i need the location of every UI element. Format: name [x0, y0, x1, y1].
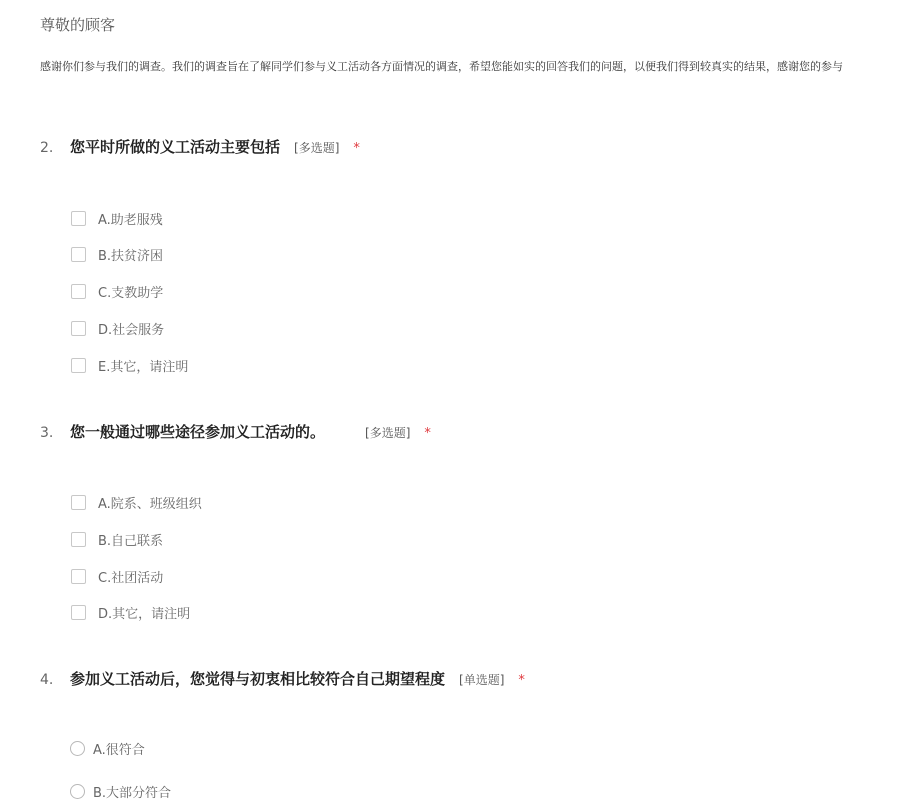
option-label: C.社团活动	[98, 571, 164, 586]
option-label: B.扶贫济困	[98, 249, 164, 264]
question-type-badge: [单选题]	[459, 673, 505, 687]
radio-icon[interactable]	[70, 741, 85, 756]
option-label: A.助老服残	[98, 213, 163, 228]
option-checkbox[interactable]	[71, 209, 163, 228]
option-checkbox[interactable]	[71, 493, 202, 512]
option-radio[interactable]	[70, 782, 171, 801]
option-label: E.其它，请注明	[98, 360, 189, 375]
question-title: 您平时所做的义工活动主要包括	[70, 138, 281, 156]
option-checkbox[interactable]	[71, 603, 190, 622]
option-label: B.大部分符合	[93, 786, 172, 801]
survey-header-title: 尊敬的顾客	[40, 16, 116, 34]
question-number: 3.	[40, 425, 54, 441]
question-4	[40, 668, 525, 689]
option-checkbox[interactable]	[71, 282, 163, 301]
question-title: 参加义工活动后，您觉得与初衷相比较符合自己期望程度	[70, 670, 446, 688]
question-type-badge: [多选题]	[365, 426, 411, 440]
option-label: D.社会服务	[98, 323, 165, 338]
question-title: 您一般通过哪些途径参加义工活动的。	[70, 423, 326, 441]
radio-icon[interactable]	[70, 784, 85, 799]
question-2	[40, 136, 360, 157]
option-checkbox[interactable]	[71, 319, 164, 338]
option-checkbox[interactable]	[71, 245, 163, 264]
option-label: C.支教助学	[98, 286, 164, 301]
checkbox-icon[interactable]	[71, 569, 86, 584]
checkbox-icon[interactable]	[71, 321, 86, 336]
option-radio[interactable]	[70, 739, 145, 758]
option-label: B.自己联系	[98, 534, 164, 549]
required-marker: *	[353, 141, 360, 156]
checkbox-icon[interactable]	[71, 358, 86, 373]
checkbox-icon[interactable]	[71, 247, 86, 262]
option-label: A.很符合	[93, 743, 145, 758]
option-checkbox[interactable]	[71, 567, 163, 586]
option-checkbox[interactable]	[71, 356, 188, 375]
required-marker: *	[518, 673, 525, 688]
option-label: A.院系、班级组织	[98, 497, 202, 512]
required-marker: *	[424, 426, 431, 441]
survey-intro-text: 感谢你们参与我们的调查。我们的调查旨在了解同学们参与义工活动各方面情况的调查，希望您能如实的回答我们的问题，以便我们得到较真实的结果，感谢您的参与	[40, 60, 843, 73]
question-number: 2.	[40, 140, 54, 156]
checkbox-icon[interactable]	[71, 284, 86, 299]
checkbox-icon[interactable]	[71, 495, 86, 510]
question-number: 4.	[40, 672, 54, 688]
checkbox-icon[interactable]	[71, 532, 86, 547]
question-type-badge: [多选题]	[294, 141, 340, 155]
checkbox-icon[interactable]	[71, 605, 86, 620]
checkbox-icon[interactable]	[71, 211, 86, 226]
option-checkbox[interactable]	[71, 530, 163, 549]
question-3	[40, 421, 431, 442]
option-label: D.其它，请注明	[98, 607, 191, 622]
